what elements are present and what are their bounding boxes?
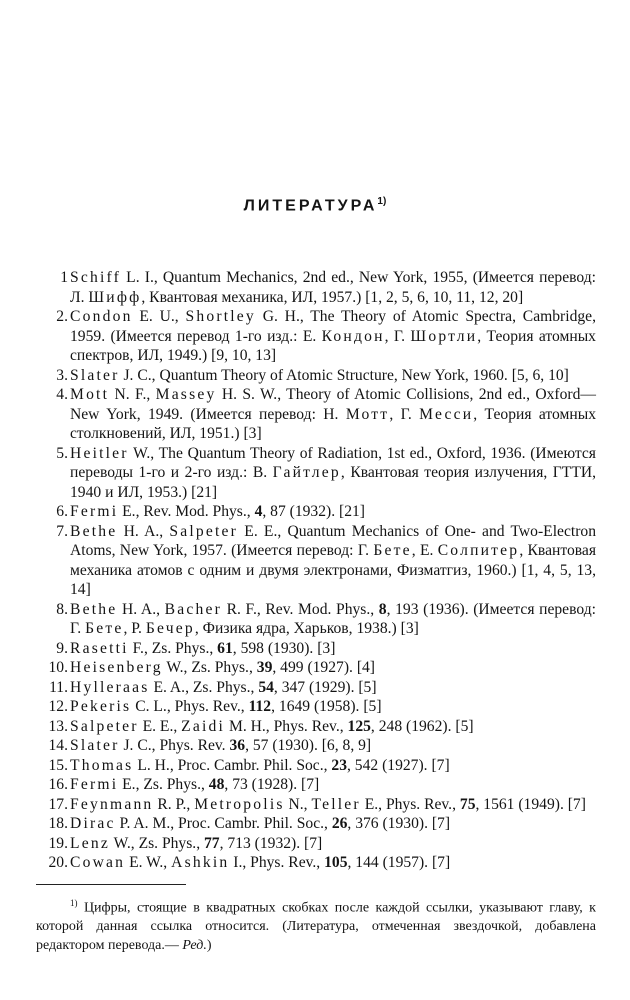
reference-author: Бете [373,542,412,559]
reference-text: W., The Quantum Theory of Radiation, 1st ed., Oxford, 1936. (Имеются переводы 1-го и 2-го изд.: В. [70,444,596,481]
reference-number: 19. [48,834,68,852]
reference-author: Fermi [70,503,119,520]
reference-author: Feynmann [70,795,154,813]
reference-number: 12. [48,698,68,715]
reference-volume: 77 [204,834,220,852]
reference-number: 14. [48,737,68,754]
reference-author: Slater [70,737,120,754]
reference-item [36,444,596,503]
reference-text: G. H., The Theory of Atomic Spectra, Cambridge, 1959. (Имеется перевод 1-го изд.: Е. [70,308,596,345]
footnote-mark: 1) [70,898,78,908]
reference-item [36,736,596,756]
reference-item [36,756,596,776]
page-title [0,196,630,215]
reference-author: Salpeter [169,522,239,540]
reference-author: Metropolis [194,795,285,813]
reference-text: , 713 (1932). [7] [219,834,323,852]
reference-author: Кондон [321,327,385,345]
reference-author: Heitler [70,444,129,462]
reference-text: , Г. [384,327,411,345]
reference-author: Шортли [410,327,478,345]
reference-item [36,600,596,639]
reference-volume: 39 [256,659,273,676]
reference-text: E. W., [125,854,172,871]
footnote-text: Цифры, стоящие в квадратных скобках после каждой ссылки, указывают главу, к которой данная ссылка относится. (Литература, отмеченная звездочкой, добавлена редактором перевода.— [36,900,596,953]
footnote-divider [36,884,186,885]
reference-author: Thomas [70,756,134,774]
reference-text: , 542 (1927). [7] [347,756,450,774]
title-text: ЛИТЕРАТУРА [243,197,378,215]
reference-text: E., Zs. Phys., [118,776,209,793]
reference-item [36,385,596,444]
reference-text: N., [284,795,312,813]
reference-text: R. P., [153,795,195,813]
reference-item [36,366,596,386]
reference-text: I., Phys. Rev., [229,854,325,871]
reference-text: , Квантовая механика, ИЛ, 1957.) [1, 2, 5, 6, 10, 11, 12, 20] [141,288,524,306]
reference-text: , Квантовая механика атомов с одним и двумя электронами, Физматгиз, 1960.) [1, 4, 5, 13, 14] [70,542,597,598]
reference-text: , 499 (1927). [4] [272,659,375,676]
reference-volume: 54 [258,678,274,696]
reference-author: Shortley [185,308,256,325]
footnote [36,894,596,955]
reference-author: Massey [155,386,217,403]
reference-text: J. C., Quantum Theory of Atomic Structure, New York, 1960. [5, 6, 10] [119,366,569,384]
reference-author: Мотт [345,405,390,423]
reference-volume: 75 [459,795,476,813]
reference-item [36,795,596,815]
reference-item [36,658,596,678]
reference-number: 20. [48,854,68,871]
reference-text: E. E., Quantum Mechanics of One- and Two-Electron Atoms, New York, 1957. (Имеется перевод: Г. [70,522,596,559]
reference-text: P. A. M., Proc. Cambr. Phil. Soc., [115,815,332,832]
reference-volume: 61 [217,639,233,657]
reference-item [36,639,596,659]
reference-author: Lenz [70,834,110,852]
reference-volume: 23 [331,756,347,774]
reference-author: Salpeter [70,717,139,735]
reference-author: Heisenberg [70,659,163,676]
reference-author: Zaidi [181,717,226,735]
reference-number: 17. [48,795,68,813]
reference-author: Bethe [70,600,118,618]
reference-item [36,697,596,717]
reference-number: 4. [56,386,68,403]
reference-text: W., Zs. Phys., [109,834,204,852]
reference-text: H. A., [117,600,165,618]
reference-author: Mott [70,386,110,403]
reference-text: W., Zs. Phys., [162,659,257,676]
reference-text: , 193 (1936). (Имеется перевод: Г. [70,600,596,637]
reference-volume: 4 [254,503,263,520]
reference-number: 15. [48,756,68,774]
reference-number: 13. [48,717,68,735]
reference-item [36,268,596,307]
reference-text: , Г. [389,405,420,423]
reference-text: C. L., Phys. Rev., [131,698,249,715]
reference-number: 16. [48,776,68,793]
reference-text: E. A., Zs. Phys., [149,678,259,696]
reference-author: Pekeris [70,698,132,715]
reference-author: Fermi [70,776,119,793]
reference-author: Dirac [70,815,116,832]
reference-author: Гайтлер [272,464,341,481]
reference-text: H. A., [117,522,170,540]
reference-text: , Е. [411,542,438,559]
reference-author: Cowan [70,854,126,871]
reference-text: , 87 (1932). [21] [262,503,365,520]
reference-text: F., Zs. Phys., [128,639,218,657]
reference-text: , 1561 (1949). [7] [475,795,586,813]
reference-text: E. U., [132,308,186,325]
reference-text: L. H., Proc. Cambr. Phil. Soc., [133,756,332,774]
reference-item [36,522,596,600]
reference-author: Rasetti [70,639,129,657]
reference-text: , 144 (1957). [7] [347,854,451,871]
reference-author: Schiff [70,269,122,286]
reference-number: 18. [48,815,68,832]
reference-text: , 376 (1930). [7] [347,815,451,832]
reference-item [36,775,596,795]
reference-text: , Теория атомных столкновений, ИЛ, 1951.) [3] [70,405,596,442]
reference-author: Ashkin [171,854,230,871]
reference-author: Bethe [70,522,118,540]
reference-number: 8. [56,600,68,618]
reference-item [36,678,596,698]
reference-item [36,502,596,522]
reference-volume: 26 [331,815,348,832]
reference-text: , 347 (1929). [5] [273,678,377,696]
reference-author: Teller [311,795,361,813]
reference-number: 11. [49,678,68,696]
reference-volume: 36 [229,737,246,754]
reference-author: Шифф [88,288,142,306]
reference-number: 2. [56,308,68,325]
reference-number: 5. [56,444,68,462]
reference-text: N. F., [109,386,156,403]
reference-volume: 105 [324,854,348,871]
reference-volume: 125 [347,717,371,735]
reference-author: Месси [419,405,474,423]
reference-volume: 8 [378,600,387,618]
reference-text: L. I., Quantum Mechanics, 2nd ed., New York, 1955, (Имеется перевод: Л. [70,269,596,306]
reference-author: Hylleraas [70,678,150,696]
reference-number: 6. [56,503,68,520]
reference-text: M. H., Phys. Rev., [225,717,348,735]
reference-text: R. F., Rev. Mod. Phys., [221,600,379,618]
reference-text: E., Phys. Rev., [360,795,460,813]
reference-text: J. C., Phys. Rev. [119,737,230,754]
reference-number: 3. [56,366,68,384]
title-footnote-mark: 1) [377,196,387,207]
reference-text: , 73 (1928). [7] [224,776,320,793]
reference-author: Condon [70,308,133,325]
reference-author: Солпитер [437,542,520,559]
reference-text: , Теория атомных спектров, ИЛ, 1949.) [9, 10, 13] [70,327,596,364]
reference-volume: 48 [208,776,225,793]
reference-text: , Физика ядра, Харьков, 1938.) [3] [194,620,419,637]
reference-text: E. E., [138,717,182,735]
reference-item [36,853,596,873]
reference-item [36,814,596,834]
reference-author: Slater [70,366,120,384]
reference-text: E., Rev. Mod. Phys., [118,503,255,520]
reference-author: Бечер [145,620,195,637]
reference-text: H. S. W., Theory of Atomic Collisions, 2nd ed., Oxford—New York, 1949. (Имеется перевод: Н. [70,386,596,423]
footnote-editor: Ред. [182,937,207,953]
footnote-closing: ) [206,937,212,953]
reference-text: , Р. [123,620,146,637]
reference-number: 1 [60,269,68,286]
reference-text: , 57 (1930). [6, 8, 9] [245,737,372,754]
reference-item [36,834,596,854]
reference-text: , 1649 (1958). [5] [271,698,382,715]
reference-number: 10. [48,659,68,676]
reference-text: , Квантовая теория излучения, ГТТИ, 1940 и ИЛ, 1953.) [21] [70,464,596,501]
reference-volume: 112 [248,698,272,715]
reference-author: Бете [85,620,124,637]
reference-text: , 248 (1962). [5] [370,717,474,735]
reference-item [36,307,596,366]
reference-item [36,717,596,737]
reference-author: Bacher [164,600,222,618]
reference-number: 9. [56,639,68,657]
reference-text: , 598 (1930). [3] [232,639,336,657]
reference-number: 7. [56,522,68,540]
reference-list [36,268,596,873]
